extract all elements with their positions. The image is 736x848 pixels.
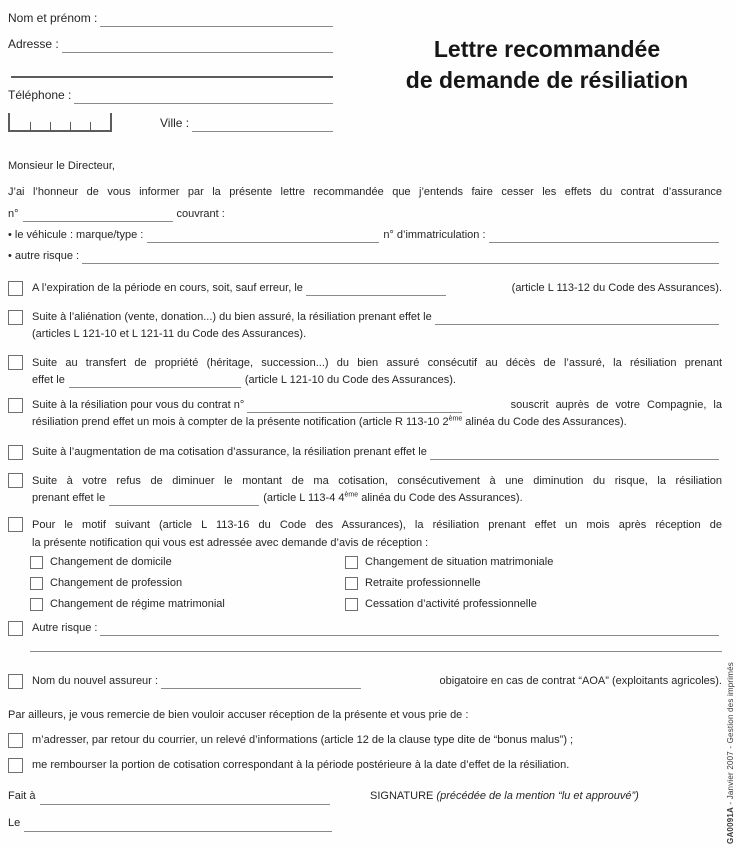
request-releve-checkbox[interactable] [8, 733, 23, 748]
intro-paragraph: J’ai l’honneur de vous informer par la présente lettre recommandée que j’entends faire cesser les effets du contrat d’assurance [8, 186, 722, 198]
reason-contrat-line2 [32, 413, 722, 431]
option-cessation-label: Cessation d’activité professionnelle [365, 598, 537, 610]
autre-risque-input-line-2[interactable] [30, 650, 722, 652]
autre-risque-label: Autre risque : [32, 622, 98, 634]
comb-tick [30, 122, 31, 130]
reason-contrat-line1 [32, 397, 722, 413]
option-cessation-activite [345, 596, 722, 613]
request-releve [8, 732, 722, 748]
address-label: Adresse : [8, 37, 59, 51]
contract-number-label: n° [8, 208, 19, 220]
phone-field-row [8, 87, 336, 104]
nouvel-assureur-line [32, 673, 722, 689]
signature-note: (précédée de la mention “lu et approuvé”) [436, 790, 639, 802]
option-situation-label: Changement de situation matrimoniale [365, 556, 554, 568]
name-label: Nom et prénom : [8, 11, 98, 25]
printer-reference-code: GA0091A [726, 807, 735, 844]
comb-tick [50, 122, 51, 130]
reason-expiration-text: A l’expiration de la période en cours, soit, sauf erreur, le [32, 282, 303, 294]
reason-refus-line1: Suite à votre refus de diminuer le montant de ma cotisation, consécutivement à une diminution du risque, la résiliation [32, 475, 722, 487]
reason-refus-checkbox[interactable] [8, 473, 23, 488]
reason-augmentation-checkbox[interactable] [8, 445, 23, 460]
reason-transfert-checkbox[interactable] [8, 355, 23, 370]
address-input-line[interactable] [62, 38, 333, 53]
option-changement-domicile [30, 554, 345, 571]
option-domicile-label: Changement de domicile [50, 556, 172, 568]
option-regime-checkbox[interactable] [30, 598, 43, 611]
transfert-date-input-line[interactable] [69, 374, 241, 388]
reason-expiration-line [32, 280, 722, 296]
autre-risque-checkbox[interactable] [8, 621, 23, 636]
le-row [8, 815, 360, 832]
reason-alienation-line1 [32, 309, 722, 325]
contract-number-row [8, 206, 722, 222]
reason-refus-text2: prenant effet le [32, 492, 106, 504]
name-input-line[interactable] [100, 12, 333, 27]
option-retraite-label: Retraite professionnelle [365, 577, 481, 589]
reason-refus-article-a: (article L 113-4 4 [263, 492, 345, 504]
reason-refus [8, 472, 722, 506]
other-risk-label: • autre risque : [8, 250, 80, 262]
address-field-row [8, 36, 336, 53]
intro-block [8, 183, 722, 264]
phone-input-line[interactable] [74, 89, 333, 104]
option-profession-label: Changement de profession [50, 577, 183, 589]
city-input-line[interactable] [192, 117, 333, 132]
reason-expiration-article: (article L 113-12 du Code des Assurances). [511, 282, 722, 294]
motif-options-grid [30, 554, 722, 613]
signature-label: SIGNATURE [370, 790, 434, 802]
postcode-city-row [8, 113, 336, 132]
option-changement-profession [30, 575, 345, 592]
postal-code-comb-field[interactable] [8, 113, 112, 132]
reason-alienation-article: (articles L 121-10 et L 121-11 du Code des Assurances). [32, 328, 307, 340]
reason-refus-article-b: alinéa du Code des Assurances). [358, 492, 523, 504]
reason-alienation [8, 309, 722, 343]
reason-contrat-text: Suite à la résiliation pour vous du contrat n° [32, 399, 245, 411]
nouvel-assureur-checkbox[interactable] [8, 674, 23, 689]
reason-expiration [8, 280, 722, 296]
reason-transfert-line1: Suite au transfert de propriété (héritage, succession...) du bien assuré consécutif au décès de l’assuré, la résiliation prenant [32, 357, 722, 369]
vehicle-row [8, 227, 722, 243]
signature-block [360, 788, 639, 805]
reason-expiration-checkbox[interactable] [8, 281, 23, 296]
form-title [336, 10, 722, 132]
reason-refus-article [263, 490, 522, 506]
refus-date-input-line[interactable] [109, 492, 259, 506]
nouvel-assureur-input-line[interactable] [161, 675, 361, 689]
printer-reference-rest: - Janvier 2007 - Gestion des imprimés [726, 662, 735, 808]
reason-alienation-checkbox[interactable] [8, 310, 23, 325]
phone-label: Téléphone : [8, 88, 72, 102]
city-label: Ville : [160, 116, 190, 130]
reason-transfert-text2: effet le [32, 374, 65, 386]
reason-motif-line2: la présente notification qui vous est adressée avec demande d’avis de réception : [32, 537, 429, 549]
reason-contrat-checkbox[interactable] [8, 398, 23, 413]
vehicle-make-input-line[interactable] [147, 229, 379, 243]
comb-tick [90, 122, 91, 130]
alienation-date-input-line[interactable] [435, 311, 719, 325]
option-situation-checkbox[interactable] [345, 556, 358, 569]
le-label: Le [8, 817, 21, 829]
other-risk-input-line[interactable] [82, 250, 719, 264]
option-regime-label: Changement de régime matrimonial [50, 598, 225, 610]
form-header [8, 10, 722, 132]
fait-a-label: Fait à [8, 790, 36, 802]
nouvel-assureur-row [8, 673, 722, 689]
nouvel-assureur-note: obigatoire en cas de contrat “AOA” (exploitants agricoles). [439, 675, 722, 687]
reason-motif-checkbox[interactable] [8, 517, 23, 532]
closing-paragraph: Par ailleurs, je vous remercie de bien vouloir accuser réception de la présente et vous prie de : [8, 709, 469, 721]
nouvel-assureur-label: Nom du nouvel assureur : [32, 675, 158, 687]
fait-a-row [8, 788, 360, 805]
vehicle-make-label: • le véhicule : marque/type : [8, 229, 144, 241]
reason-transfert-article: (article L 121-10 du Code des Assurances). [244, 374, 456, 386]
reason-refus-line2 [32, 490, 722, 506]
sender-details-block [8, 10, 336, 132]
reason-augmentation-text: Suite à l’augmentation de ma cotisation d’assurance, la résiliation prenant effet le [32, 446, 427, 458]
autre-risque-input-line[interactable] [100, 622, 719, 636]
reason-motif [8, 516, 722, 552]
reason-transfert [8, 354, 722, 388]
printer-reference [726, 662, 735, 844]
option-regime-matrimonial [30, 596, 345, 613]
form-title-line1: Lettre recommandée [433, 36, 661, 62]
salutation: Monsieur le Directeur, [8, 160, 115, 172]
reason-contrat-article-a: résiliation prend effet un mois à compter de la présente notification (article R 113-10 2 [32, 416, 449, 428]
reason-contrat-article-sup: ème [448, 415, 463, 423]
reason-refus-article-sup: ème [344, 491, 359, 499]
request-releve-text: m’adresser, par retour du courrier, un relevé d’informations (article 12 de la clause type dite de “bonus malus”) ; [32, 734, 574, 746]
request-remboursement-text: me rembourser la portion de cotisation correspondant à la période postérieure à la date d’effet de la résiliation. [32, 759, 570, 771]
footer [8, 788, 722, 832]
footer-date-place-block [8, 788, 360, 832]
reason-augmentation-line [32, 444, 722, 460]
reason-motif-line1: Pour le motif suivant (article L 113-16 du Code des Assurances), la résiliation prenant effet un mois après réception de [32, 519, 722, 531]
covering-label: couvrant : [176, 208, 225, 220]
address-second-row [8, 62, 336, 78]
reason-alienation-text: Suite à l’aliénation (vente, donation...) du bien assuré, la résiliation prenant effet le [32, 311, 432, 323]
address-input-line-2[interactable] [11, 62, 333, 78]
contract-number-input-line[interactable] [23, 208, 173, 222]
expiration-date-input-line[interactable] [306, 282, 446, 296]
registration-input-line[interactable] [489, 229, 719, 243]
request-remboursement [8, 757, 722, 773]
reason-autre-risque [8, 620, 722, 636]
reason-transfert-line2 [32, 372, 722, 388]
le-input-line[interactable] [24, 818, 332, 832]
other-risk-row [8, 248, 722, 264]
reason-contrat-text-end: souscrit auprès de votre Compagnie, la [510, 399, 722, 411]
comb-tick [70, 122, 71, 130]
form-title-line2: de demande de résiliation [405, 67, 689, 93]
autre-risque-line [32, 620, 722, 636]
option-domicile-checkbox[interactable] [30, 556, 43, 569]
request-remboursement-checkbox[interactable] [8, 758, 23, 773]
option-retraite [345, 575, 722, 592]
option-retraite-checkbox[interactable] [345, 577, 358, 590]
option-situation-matrimoniale [345, 554, 722, 571]
option-cessation-checkbox[interactable] [345, 598, 358, 611]
registration-label: n° d’immatriculation : [383, 229, 486, 241]
name-field-row [8, 10, 336, 27]
augmentation-date-input-line[interactable] [430, 446, 719, 460]
reason-augmentation [8, 444, 722, 460]
reason-contrat [8, 397, 722, 431]
fait-a-input-line[interactable] [40, 791, 330, 805]
contrat-number-input-line[interactable] [247, 399, 462, 413]
reason-contrat-article-b: alinéa du Code des Assurances). [462, 416, 627, 428]
option-profession-checkbox[interactable] [30, 577, 43, 590]
